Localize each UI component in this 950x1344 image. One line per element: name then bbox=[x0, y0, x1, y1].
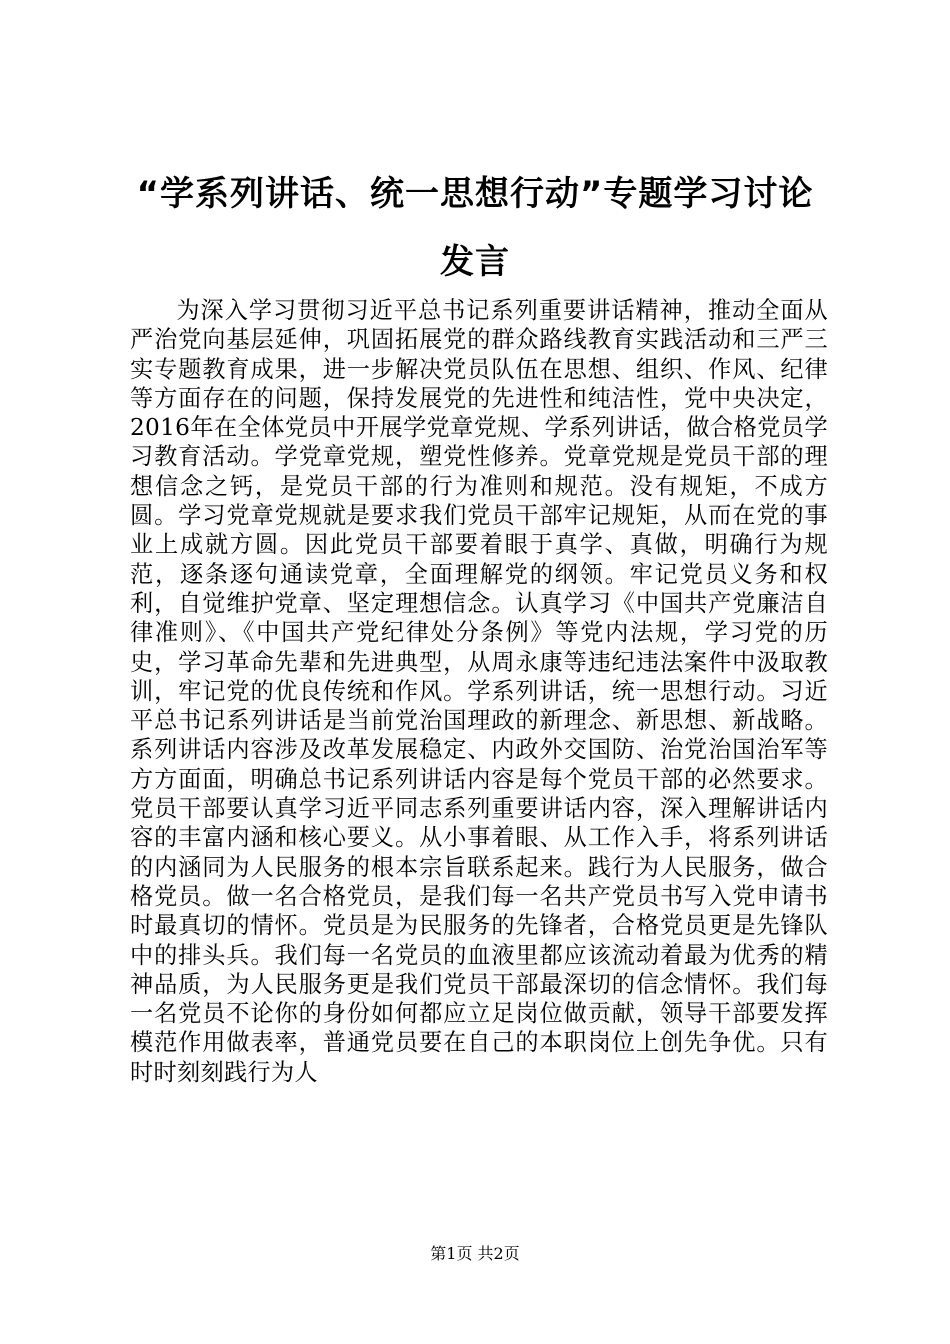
title-line-2: 发言 bbox=[440, 242, 510, 282]
body-paragraph: 为深入学习贯彻习近平总书记系列重要讲话精神，推动全面从严治党向基层延伸，巩固拓展党的群众路线教育实践活动和三严三实专题教育成果，进一步解决党员队伍在思想、组织、作风、纪律等方面存在的问题，保持发展党的先进性和纯洁性，党中央决定，2016年在全体党员中开展学党章党规、学系列讲话，做合格党员学习教育活动。学党章党规，塑党性修养。党章党规是党员干部的理想信念之钙，是党员干部的行为准则和规范。没有规矩，不成方圆。学习党章党规就是要求我们党员干部牢记规矩，从而在党的事业上成就方圆。因此党员干部要着眼于真学、真做，明确行为规范，逐条逐句通读党章，全面理解党的纲领。牢记党员义务和权利，自觉维护党章、坚定理想信念。认真学习《中国共产党廉洁自律准则》、《中国共产党纪律处分条例》等党内法规，学习党的历史，学习革命先辈和先进典型，从周永康等违纪违法案件中汲取教训，牢记党的优良传统和作风。学系列讲话，统一思想行动。习近平总书记系列讲话是当前党治国理政的新理念、新思想、新战略。系列讲话内容涉及改革发展稳定、内政外交国防、治党治国治军等方方面面，明确总书记系列讲话内容是每个党员干部的必然要求。党员干部要认真学习近平同志系列重要讲话内容，深入理解讲话内容的丰富内涵和核心要义。从小事着眼、从工作入手，将系列讲话的内涵同为人民服务的根本宗旨联系起来。践行为人民服务，做合格党员。做一名合格党员，是我们每一名共产党员书写入党申请书时最真切的情怀。党员是为民服务的先锋者，合格党员更是先锋队中的排头兵。我们每一名党员的血液里都应该流动着最为优秀的精神品质，为人民服务更是我们党员干部最深切的信念情怀。我们每一名党员不论你的身份如何都应立足岗位做贡献，领导干部要发挥模范作用做表率，普通党员要在自己的本职岗位上创先争优。只有时时刻刻践行为人 bbox=[130, 297, 828, 1086]
page-footer: 第1页 共2页 bbox=[430, 1244, 520, 1263]
page-title bbox=[110, 160, 840, 296]
title-line-1: “学系列讲话、统一思想行动”专题学习讨论 bbox=[136, 174, 814, 214]
